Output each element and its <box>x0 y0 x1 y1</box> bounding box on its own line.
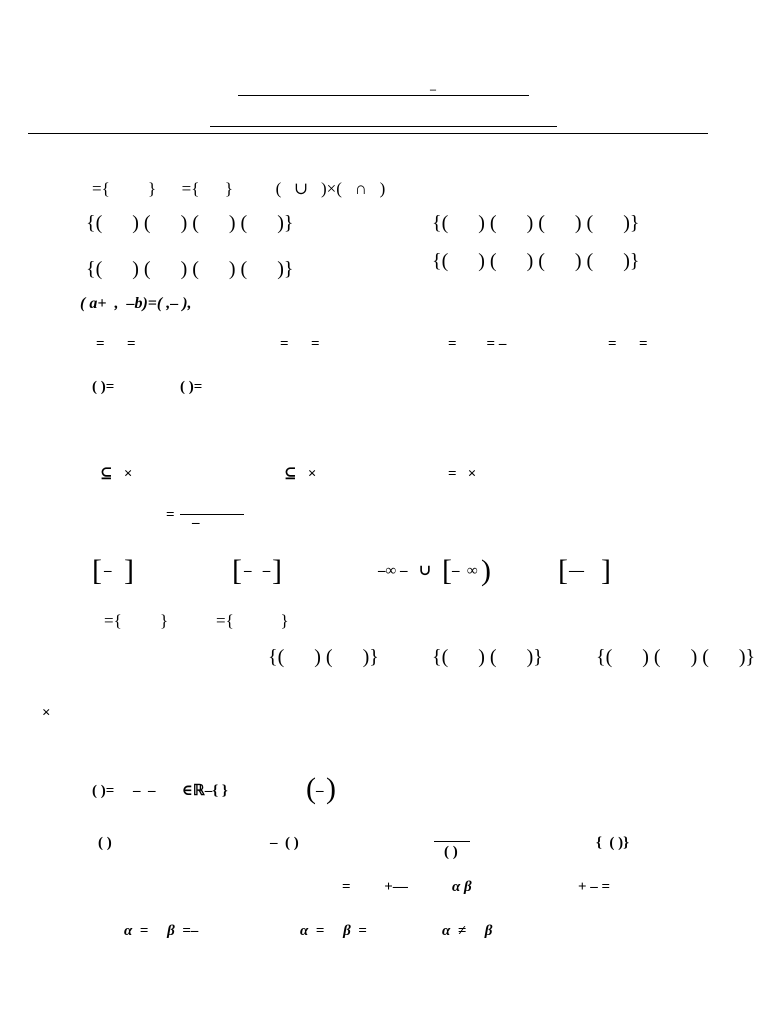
interval-b-left-bracket: [ <box>232 554 242 587</box>
interval-c-content: – ∞ <box>452 563 478 579</box>
option-d-values: = = <box>608 336 648 352</box>
option-c-set: {( ) ( ) ( ) ( )} <box>86 258 294 280</box>
interval-a-right-bracket: ] <box>124 554 134 587</box>
set-n-definition: ={ } <box>216 611 289 630</box>
interval-a-content: – <box>104 563 112 579</box>
option-d-set: {( ) ( ) ( ) ( )} <box>432 250 640 272</box>
subset-option-b: ⊆ × <box>284 466 317 482</box>
option-a-values: = = <box>96 336 136 352</box>
option-a-alpha-beta: α = β =– <box>124 923 199 939</box>
function-value-2: ( )= <box>180 379 203 395</box>
subset-option-c: = × <box>448 466 477 482</box>
option-c-expression: ( ) <box>444 844 458 860</box>
option-a-set: {( ) ( ) ( ) ( )} <box>86 212 294 234</box>
equation-sum: = +— <box>342 879 408 895</box>
option-c-pairs: {( ) ( ) ( )} <box>596 646 756 668</box>
ordered-pair-equation: ( a+ , –b)=( ,– ), <box>80 295 192 312</box>
interval-c-left-bracket: [ <box>442 554 452 587</box>
option-b-expression: – ( ) <box>270 835 299 851</box>
interval-d-right-bracket: ] <box>601 554 611 587</box>
alpha-beta-label: α β <box>452 879 472 895</box>
header-rule-1-mark: – <box>430 82 436 96</box>
interval-c-right-paren: ) <box>481 554 491 587</box>
option-c-values: = = – <box>448 336 507 352</box>
header-rule-2 <box>210 126 557 127</box>
option-b-values: = = <box>280 336 320 352</box>
paren-group-content: – <box>316 783 324 799</box>
interval-b-content: – – <box>244 563 271 579</box>
set-m-definition: ={ } <box>104 611 169 630</box>
option-b-set: {( ) ( ) ( ) ( )} <box>432 212 640 234</box>
subset-option-a: ⊆ × <box>100 466 133 482</box>
fraction-bar <box>180 514 244 515</box>
interval-c-prefix: –∞ – ∪ <box>378 563 432 579</box>
interval-d-content: –– <box>569 563 584 579</box>
paren-group-right: ) <box>326 772 336 805</box>
equation-tail: + – = <box>578 879 611 895</box>
cross-product-symbol: × <box>42 705 51 721</box>
function-definition: ( )= – – ∈ℝ–{ } <box>92 783 228 799</box>
option-a-expression: ( ) <box>98 835 112 851</box>
function-value-1: ( )= <box>92 379 115 395</box>
option-b-pairs: {( ) ( )} <box>432 646 543 668</box>
option-b-alpha-beta: α = β = <box>300 923 367 939</box>
fraction-denominator: – <box>192 515 200 531</box>
option-c-fraction-bar <box>434 841 470 842</box>
option-d-expression: { ( )} <box>596 835 630 851</box>
set-definitions: ={ } ={ } ( ∪ )×( ∩ ) <box>92 179 386 198</box>
header-rule-1 <box>238 95 529 96</box>
header-rule-3 <box>28 133 708 134</box>
paren-group-left: ( <box>306 772 316 805</box>
option-a-pairs: {( ) ( )} <box>268 646 379 668</box>
fraction-equals: = <box>166 507 175 523</box>
interval-a-left-bracket: [ <box>92 554 102 587</box>
interval-d-left-bracket: [ <box>558 554 568 587</box>
interval-b-right-bracket: ] <box>272 554 282 587</box>
option-c-alpha-beta: α ≠ β <box>442 923 493 939</box>
